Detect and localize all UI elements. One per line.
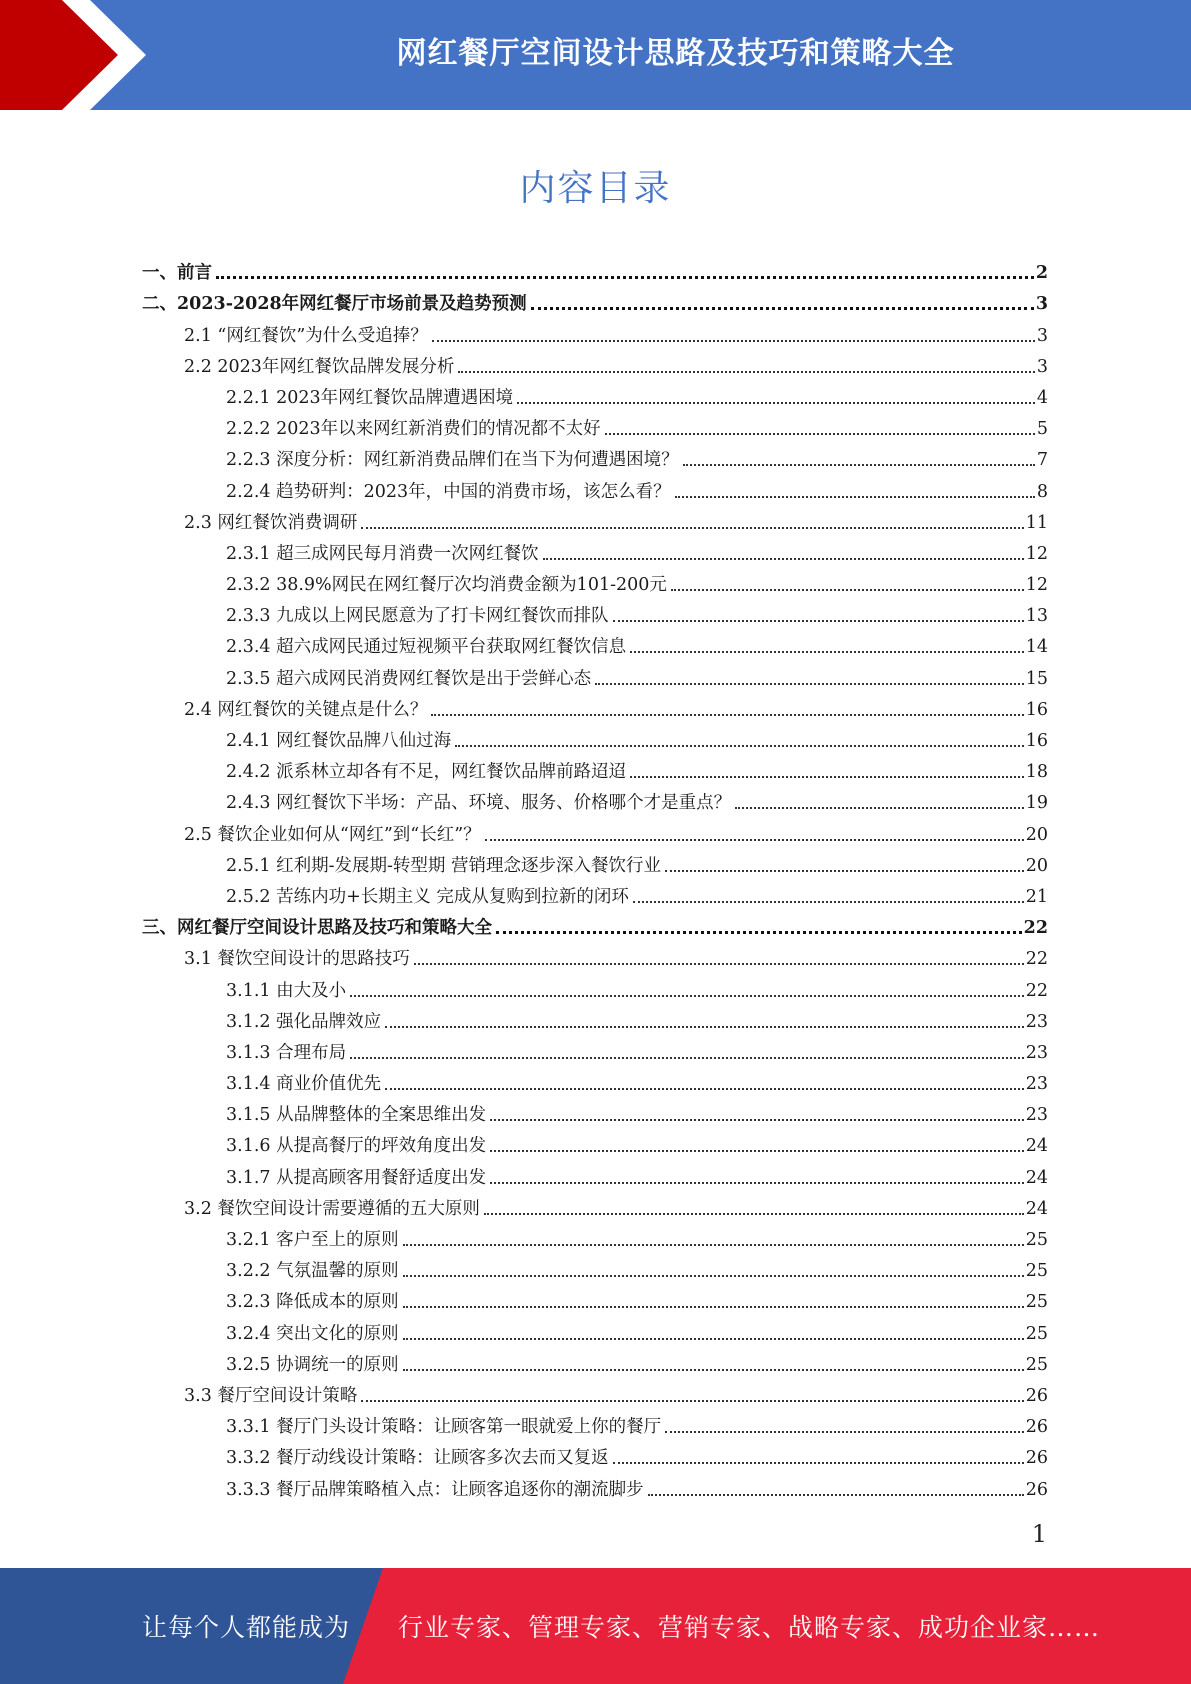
toc-entry[interactable] xyxy=(142,1189,1048,1220)
toc-entry[interactable] xyxy=(142,1345,1048,1376)
toc-entry-label: 2.4.1 网红餐饮品牌八仙过海 xyxy=(226,731,452,751)
toc-entry-label: 2.2.1 2023年网红餐饮品牌遭遇困境 xyxy=(226,387,514,408)
toc-entry-page: 22 xyxy=(1023,918,1048,939)
toc-entry-label: 3.1.4 商业价值优先 xyxy=(226,1074,382,1095)
toc-entry[interactable] xyxy=(142,970,1048,1001)
toc-entry[interactable] xyxy=(142,877,1048,908)
toc-entry[interactable] xyxy=(142,315,1048,346)
toc-entry[interactable] xyxy=(142,440,1048,471)
toc-entry-label: 3.2.3 降低成本的原则 xyxy=(226,1292,399,1313)
dot-leader xyxy=(517,402,1035,404)
toc-entry-page: 12 xyxy=(1025,575,1048,596)
toc-entry-page: 25 xyxy=(1025,1323,1048,1344)
toc-entry-label: 2.4.2 派系林立却各有不足，网红餐饮品牌前路迢迢 xyxy=(226,762,627,783)
toc-entry[interactable] xyxy=(142,284,1048,315)
page-footer-banner xyxy=(0,1568,1191,1684)
dot-leader xyxy=(683,464,1035,466)
toc-entry-page: 26 xyxy=(1025,1448,1048,1469)
dot-leader xyxy=(675,496,1035,498)
toc-entry-page: 21 xyxy=(1025,886,1048,907)
dot-leader xyxy=(490,1182,1024,1184)
toc-entry-page: 25 xyxy=(1025,1230,1048,1250)
toc-entry-page: 24 xyxy=(1025,1136,1048,1157)
toc-entry-page: 23 xyxy=(1025,1011,1048,1032)
dot-leader xyxy=(385,1088,1024,1090)
page-number: 1 xyxy=(1031,1520,1047,1548)
toc-entry-label: 3.1.1 由大及小 xyxy=(226,980,347,1001)
dot-leader xyxy=(385,1026,1024,1028)
toc-entry-label: 2.3.4 超六成网民通过短视频平台获取网红餐饮信息 xyxy=(226,637,627,658)
toc-entry-page: 19 xyxy=(1025,793,1048,814)
toc-entry[interactable] xyxy=(142,596,1048,627)
toc-entry[interactable] xyxy=(142,752,1048,783)
toc-entry-page: 12 xyxy=(1025,543,1048,564)
toc-entry-page: 15 xyxy=(1025,668,1048,689)
dot-leader xyxy=(216,276,1034,279)
toc-entry-page: 22 xyxy=(1025,980,1048,1001)
dot-leader xyxy=(403,1306,1024,1308)
toc-entry-page: 25 xyxy=(1025,1292,1048,1313)
toc-entry-page: 14 xyxy=(1025,637,1048,658)
footer-slogan-right: 行业专家、管理专家、营销专家、战略专家、成功企业家…… xyxy=(398,1613,1101,1642)
toc-entry-page: 3 xyxy=(1036,325,1048,346)
toc-entry[interactable] xyxy=(142,658,1048,689)
dot-leader xyxy=(361,1400,1023,1402)
toc-entry-label: 2.2.4 趋势研判：2023年，中国的消费市场，该怎么看？ xyxy=(226,481,671,502)
dot-leader xyxy=(403,1275,1024,1277)
dot-leader xyxy=(350,1057,1024,1059)
toc-entry-page: 5 xyxy=(1036,419,1048,440)
toc-entry-label: 2.3.3 九成以上网民愿意为了打卡网红餐饮而排队 xyxy=(226,606,609,627)
toc-entry-page: 3 xyxy=(1036,356,1048,377)
toc-heading: 内容目录 xyxy=(519,168,672,209)
dot-leader xyxy=(485,839,1024,841)
toc-entry-label: 2.3.2 38.9%网民在网红餐厅次均消费金额为101-200元 xyxy=(226,575,667,596)
toc-entry-label: 3.1.5 从品牌整体的全案思维出发 xyxy=(226,1105,487,1126)
toc-entry-page: 8 xyxy=(1036,481,1048,502)
toc-entry-page: 20 xyxy=(1025,824,1048,845)
dot-leader xyxy=(613,620,1024,622)
toc-entry[interactable] xyxy=(142,1282,1048,1313)
toc-entry[interactable] xyxy=(142,378,1048,409)
toc-entry[interactable] xyxy=(142,627,1048,658)
toc-entry[interactable] xyxy=(142,1407,1048,1438)
dot-leader xyxy=(432,340,1035,342)
toc-entry-label: 2.1 “网红餐饮”为什么受追捧？ xyxy=(184,325,428,346)
toc-entry-label: 3.2.5 协调统一的原则 xyxy=(226,1354,399,1375)
toc-entry-label: 2.3.5 超六成网民消费网红餐饮是出于尝鲜心态 xyxy=(226,668,592,689)
toc-entry-label: 2.5 餐饮企业如何从“网红”到“长红”？ xyxy=(184,824,481,845)
toc-entry[interactable] xyxy=(142,1438,1048,1469)
dot-leader xyxy=(630,776,1024,778)
dot-leader xyxy=(630,651,1024,653)
toc-entry-page: 2 xyxy=(1035,263,1048,284)
dot-leader xyxy=(403,1369,1024,1371)
dot-leader xyxy=(496,931,1022,934)
toc-entry-label: 2.4.3 网红餐饮下半场：产品、环境、服务、价格哪个才是重点？ xyxy=(226,793,732,814)
toc-entry-page: 24 xyxy=(1025,1198,1048,1219)
toc-entry-page: 18 xyxy=(1025,762,1048,783)
toc-entry[interactable] xyxy=(142,1251,1048,1282)
chevron-arrow-icon xyxy=(0,0,170,110)
dot-leader xyxy=(665,1431,1024,1433)
toc-entry-label: 3.3.2 餐厅动线设计策略：让顾客多次去而又复返 xyxy=(226,1448,609,1469)
toc-entry-label: 2.4 网红餐饮的关键点是什么？ xyxy=(184,699,428,720)
toc-entry[interactable] xyxy=(142,783,1048,814)
toc-entry-page: 3 xyxy=(1035,294,1048,315)
dot-leader xyxy=(403,1338,1024,1340)
toc-entry-label: 2.2.2 2023年以来网红新消费们的情况都不太好 xyxy=(226,419,601,440)
toc-entry[interactable] xyxy=(142,939,1048,970)
toc-entry-page: 25 xyxy=(1025,1354,1048,1375)
toc-entry-label: 3.3.3 餐厅品牌策略植入点：让顾客追逐你的潮流脚步 xyxy=(226,1479,644,1500)
toc-entry-label: 3.1.6 从提高餐厅的坪效角度出发 xyxy=(226,1136,487,1157)
dot-leader xyxy=(431,714,1023,716)
page-header-banner xyxy=(0,0,1191,110)
toc-entry-page: 7 xyxy=(1036,450,1048,471)
dot-leader xyxy=(665,870,1024,872)
dot-leader xyxy=(648,1494,1024,1496)
toc-entry-label: 2.5.1 红利期-发展期-转型期 营销理念逐步深入餐饮行业 xyxy=(226,855,661,876)
toc-entry[interactable] xyxy=(142,1095,1048,1126)
toc-entry[interactable] xyxy=(142,471,1048,502)
toc-entry-label: 2.5.2 苦练内功+长期主义 完成从复购到拉新的闭环 xyxy=(226,886,629,907)
toc-entry-page: 26 xyxy=(1025,1417,1048,1438)
toc-entry[interactable] xyxy=(142,565,1048,596)
dot-leader xyxy=(595,683,1024,685)
footer-slogan-left: 让每个人都能成为 xyxy=(142,1613,351,1642)
dot-leader xyxy=(490,1119,1024,1121)
toc-entry[interactable] xyxy=(142,1469,1048,1500)
toc-entry-page: 23 xyxy=(1025,1074,1048,1095)
toc-entry[interactable] xyxy=(142,1033,1048,1064)
toc-entry-page: 23 xyxy=(1025,1105,1048,1126)
toc-entry-label: 3.2.2 气氛温馨的原则 xyxy=(226,1261,399,1282)
toc-entry-label: 3.1.3 合理布局 xyxy=(226,1042,347,1063)
dot-leader xyxy=(735,807,1024,809)
toc-entry-page: 4 xyxy=(1036,387,1048,408)
toc-entry-page: 26 xyxy=(1025,1479,1048,1500)
toc-entry-label: 3.2.1 客户至上的原则 xyxy=(226,1230,399,1250)
toc-entry-page: 25 xyxy=(1025,1261,1048,1282)
toc-entry[interactable] xyxy=(142,534,1048,565)
toc-entry-label: 2.3.1 超三成网民每月消费一次网红餐饮 xyxy=(226,543,539,564)
dot-leader xyxy=(350,995,1024,997)
toc-entry-label: 2.2 2023年网红餐饮品牌发展分析 xyxy=(184,356,455,377)
toc-entry[interactable] xyxy=(142,690,1048,721)
toc-entry-page: 26 xyxy=(1025,1385,1048,1406)
toc-entry-page: 16 xyxy=(1025,699,1048,720)
toc-entry[interactable] xyxy=(142,1313,1048,1344)
toc-entry-page: 13 xyxy=(1025,606,1048,627)
dot-leader xyxy=(455,745,1024,747)
document-header-title: 网红餐厅空间设计思路及技巧和策略大全 xyxy=(396,36,955,71)
toc-entry-label: 3.1.2 强化品牌效应 xyxy=(226,1011,382,1032)
dot-leader xyxy=(531,307,1034,310)
toc-entry[interactable] xyxy=(142,409,1048,440)
toc-entry[interactable] xyxy=(142,1126,1048,1157)
toc-entry[interactable] xyxy=(142,253,1048,284)
dot-leader xyxy=(458,371,1034,373)
toc-entry[interactable] xyxy=(142,814,1048,845)
toc-entry-label: 一、前言 xyxy=(142,263,212,284)
dot-leader xyxy=(613,1462,1024,1464)
dot-leader xyxy=(414,963,1024,965)
toc-entry[interactable] xyxy=(142,1064,1048,1095)
toc-entry-label: 2.3 网红餐饮消费调研 xyxy=(184,512,358,533)
dot-leader xyxy=(671,589,1024,591)
toc-entry-label: 2.2.3 深度分析：网红新消费品牌们在当下为何遭遇困境？ xyxy=(226,450,679,471)
table-of-contents xyxy=(142,253,1048,1501)
toc-entry[interactable] xyxy=(142,908,1048,939)
toc-entry[interactable] xyxy=(142,721,1048,752)
dot-leader xyxy=(605,433,1035,435)
dot-leader xyxy=(403,1244,1024,1246)
toc-entry-label: 3.3.1 餐厅门头设计策略：让顾客第一眼就爱上你的餐厅 xyxy=(226,1417,662,1438)
toc-entry[interactable] xyxy=(142,1002,1048,1033)
toc-entry-label: 二、2023-2028年网红餐厅市场前景及趋势预测 xyxy=(142,294,527,315)
toc-entry-label: 3.3 餐厅空间设计策略 xyxy=(184,1385,358,1406)
dot-leader xyxy=(490,1150,1024,1152)
toc-entry[interactable] xyxy=(142,846,1048,877)
toc-entry-page: 22 xyxy=(1025,949,1048,970)
toc-entry[interactable] xyxy=(142,1220,1048,1251)
toc-entry-label: 三、网红餐厅空间设计思路及技巧和策略大全 xyxy=(142,918,492,939)
toc-entry-label: 3.2.4 突出文化的原则 xyxy=(226,1323,399,1344)
toc-entry[interactable] xyxy=(142,1376,1048,1407)
toc-entry[interactable] xyxy=(142,1157,1048,1188)
toc-entry[interactable] xyxy=(142,347,1048,378)
toc-entry-page: 16 xyxy=(1025,731,1048,751)
toc-entry-page: 24 xyxy=(1025,1167,1048,1188)
dot-leader xyxy=(543,558,1024,560)
toc-entry[interactable] xyxy=(142,503,1048,534)
dot-leader xyxy=(633,901,1024,903)
toc-entry-label: 3.2 餐饮空间设计需要遵循的五大原则 xyxy=(184,1198,480,1219)
dot-leader xyxy=(361,527,1023,529)
dot-leader xyxy=(484,1213,1024,1215)
toc-entry-page: 23 xyxy=(1025,1042,1048,1063)
toc-entry-page: 20 xyxy=(1025,855,1048,876)
toc-entry-page: 11 xyxy=(1025,512,1048,533)
toc-entry-label: 3.1.7 从提高顾客用餐舒适度出发 xyxy=(226,1167,487,1188)
toc-entry-label: 3.1 餐饮空间设计的思路技巧 xyxy=(184,949,410,970)
